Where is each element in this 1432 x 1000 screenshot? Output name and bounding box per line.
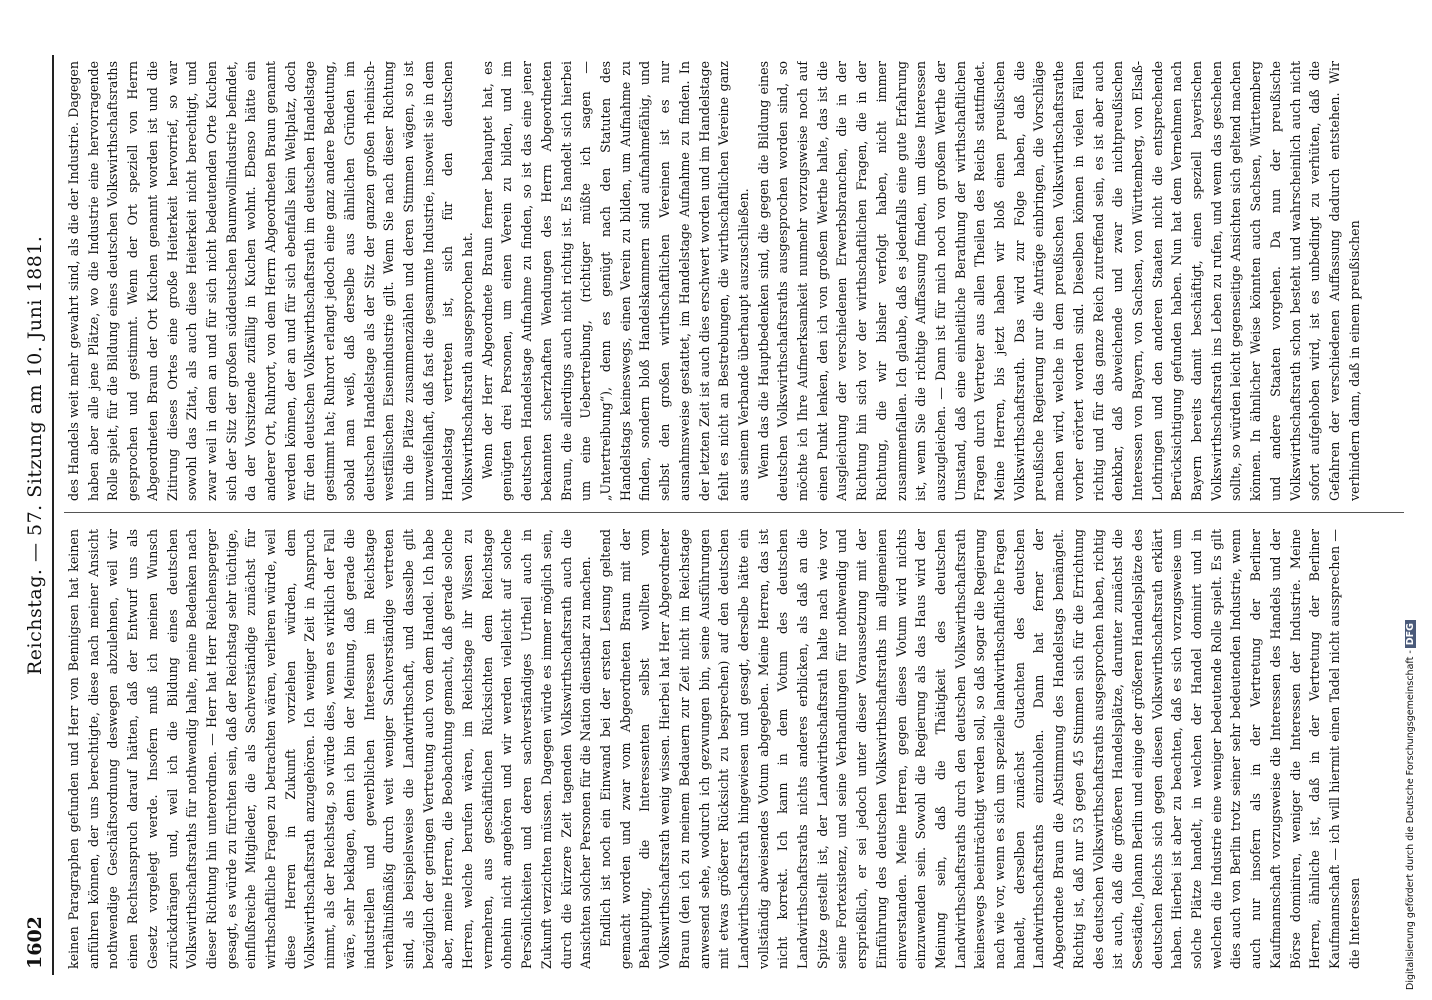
- right-paragraph: des Handels weit mehr gewahrt sind, als die der Industrie. Dagegen haben aber alle jene Plätze, wo die Industrie eine hervorragende Rolle spielt, für die Bildung eines deutschen Volkswirthschaftsraths gesprochen und gestimmt. Wenn der Ort speziell von Herrn Abgeordneten Braun der Ort Kuchen genannt worden ist und die Zitirung dieses Ortes eine große Heiterkeit hervorrief, so war sowohl das Zitat, als auch diese Heiterkeit nicht berechtigt, und zwar weil in dem an und für sich nicht bedeutenden Orte Kuchen sich der Sitz der großen süddeutschen Baumwollindustrie befindet, da der Vorsitzende zufällig in Kuchen wohnt. Ebenso hätte ein anderer Ort, Ruhrort, von dem Herrn Abgeordneten Braun genannt werden können, der an und für sich ebenfalls kein Weltplatz, doch für den deutschen Volkswirthschaftsrath im deutschen Handelstage gestimmt hat; Ruhrort erlangt jedoch eine ganz andere Bedeutung, sobald man weiß, daß derselbe aus ähnlichen Gründen im deutschen Handelstage als der Sitz der ganzen großen rheinisch-westfälischen Eisenindustrie gilt. Wenn Sie nach dieser Richtung hin die Plätze zusammenzählen und deren Stimmen wägen, so ist unzweifelhaft, daß fast die gesammte Industrie, insoweit sie in dem Handelstag vertreten ist, sich für den deutschen Volkswirthschaftsrath ausgesprochen hat.: [66, 61, 476, 501]
- left-paragraph: keinen Paragraphen gefunden und Herr von Bennigsen hat keinen anführen können, der uns berechtigte, diese nach meiner Ansicht nothwendige Geschäftsordnung deswegen abzulehnen, weil wir einen Rechtsanspruch darauf hätten, daß der Entwurf uns als Gesetz vorgelegt werde. Insofern muß ich meinen Wunsch zurückdrängen und, weil ich die Bildung eines deutschen Volkswirthschaftsraths für nothwendig halte, meine Bedenken nach dieser Richtung hin unterordnen. — Herr hat Herr Reichensperger gesagt, es würde zu fürchten sein, daß der Reichstag sehr tüchtige, einflußreiche Mitglieder, die als Sachverständige zunächst für wirthschaftliche Fragen zu betrachten wären, verlieren würde, weil diese Herren in Zukunft vorziehen würden, dem Volkswirthschaftsrath anzugehören. Ich weniger Zeit in Anspruch nimmt, als der Reichstag, so würde dies, wenn es wirklich der Fall wäre, sehr beklagen, denn ich bin der Meinung, daß gerade die industriellen und gewerblichen Interessen im Reichstage verhältnißmäßig durch weit weniger Sachverständige vertreten sind, als beispielsweise die Landwirthschaft, und dasselbe gilt bezüglich der geringen Vertretung auch von dem Handel. Ich habe aber, meine Herren, die Beobachtung gemacht, daß gerade solche Herren, welche berufen wären, im Reichstage ihr Wissen zu vermehren, aus geschäftlichen Rücksichten dem Reichstage ohnehin nicht angehören und wir werden vielleicht auf solche Persönlichkeiten und deren sachverständiges Urtheil auch in Zukunft verzichten müssen. Dagegen würde es immer möglich sein, durch die kürzere Zeit tagenden Volkswirthschaftsrath auch die Ansichten solcher Personen für die Nation dienstbar zu machen.: [66, 529, 594, 969]
- digitization-credit: [1405, 620, 1416, 990]
- right-column: [64, 61, 1404, 501]
- dfg-logo: DFG: [1405, 620, 1416, 648]
- right-paragraph: Wenn der Herr Abgeordnete Braun ferner behauptet hat, es genügten drei Personen, um einen Verein zu bilden, und im deutschen Handelstage Aufnahme zu finden, so ist das eine jener bekannten scherzhaften Wendungen des Herrn Abgeordneten Braun, die allerdings auch nicht richtig ist. Es handelt sich hierbei um eine Uebertreibung, (richtiger müßte ich sagen — „Untertreibung“), denn es genügt nach den Statuten des Handelstags keineswegs, einen Verein zu bilden, um Aufnahme zu finden, sondern bloß Handelskammern sind aufnahmefähig, und selbst den großen wirthschaftlichen Vereinen ist es nur ausnahmsweise gestattet, im Handelstage Aufnahme zu finden. In der letzten Zeit ist auch dies erschwert worden und im Handelstage fehlt es nicht an Bestrebungen, die wirthschaftlichen Vereine ganz aus seinem Verbande überhaupt auszuschließen.: [479, 61, 751, 501]
- credit-text: Digitalisierung gefördert durch die Deutsche Forschungsgemeinschaft -: [1405, 650, 1416, 990]
- left-paragraph: Endlich ist noch ein Einwand bei der ersten Lesung geltend gemacht worden und zwar vom Abgeordneten Braun mit der Behauptung, die Interessenten selbst wollten vom Volkswirthschaftsrath wenig wissen. Hierbei hat Herr Abgeordneter Braun (den ich zu meinem Bedauern zur Zeit nicht im Reichstage anwesend sehe, wodurch ich gezwungen bin, seine Ausführungen mit etwas größerer Rücksicht zu besprechen) auf den deutschen Landwirthschaftsrath hingewiesen und gesagt, derselbe hätte ein vollständig abweisendes Votum abgegeben. Meine Herren, das ist nicht korrekt. Ich kann in dem Votum des deutschen Landwirthschaftsraths nichts anderes erblicken, als daß an die Spitze gestellt ist, der Landwirthschaftsrath halte nach wie vor seine Fortexistenz, und seine Verhandlungen für nothwendig und ersprießlich, er sei jedoch unter dieser Voraussetzung mit der Einführung des deutschen Volkswirthschaftsraths im allgemeinen einverstanden. Meine Herren, gegen dieses Votum wird nichts einzuwenden sein. Sowohl die Regierung als das Haus wird der Meinung sein, daß die Thätigkeit des deutschen Landwirthschaftsraths durch den deutschen Volkswirthschaftsrath keineswegs beeinträchtigt werden soll, so daß sogar die Regierung nach wie vor, wenn es sich um spezielle landwirthschaftliche Fragen handelt, derselben zunächst Gutachten des deutschen Landwirthschaftsraths einzuholen. Dann hat ferner der Abgeordnete Braun die Abstimmung des Handelstags bemängelt. Richtig ist, daß nur 53 gegen 45 Stimmen sich für die Errichtung des deutschen Volkswirthschaftsraths ausgesprochen haben, richtig ist auch, daß die größeren Handelsplätze, darunter zunächst die Seestädte, Johann Berlin und einige der größeren Handelsplätze des deutschen Reichs sich gegen diesen Volkswirthschaftsrath erklärt haben. Hierbei ist aber zu beachten, daß es sich vorzugsweise um solche Plätze handelt, in welchen der Handel dominirt und in welchen die Industrie eine weniger bedeutende Rolle spielt. Es gilt dies auch von Berlin trotz seiner sehr bedeutenden Industrie, wenn auch nur insofern als in der Vertretung der Berliner Kaufmannschaft vorzugsweise die Interessen des Handels und der Börse dominiren, weniger die Interessen der Industrie. Meine Herren, ähnliche ist, daß in der Vertretung der Berliner Kaufmannschaft — ich will hiermit einen Tadel nicht aussprechen — die Interessen: [597, 529, 1362, 969]
- page-number: 1602: [24, 916, 46, 969]
- left-column: [64, 529, 1404, 969]
- running-title: Reichstag. — 57. Sitzung am 10. Juni 1881.: [24, 235, 46, 675]
- rotated-page-content: [20, 55, 1410, 975]
- header-rule: [52, 55, 54, 975]
- right-paragraph: Wenn das die Hauptbedenken sind, die gegen die Bildung eines deutschen Volkswirthschaftsraths ausgesprochen worden sind, so möchte ich Ihre Aufmerksamkeit nunmehr vorzugsweise noch auf einen Punkt lenken, den ich von großem Werthe halte, das ist die Ausgleichung der verschiedenen Erwerbsbranchen, die in der Richtung hin sich vor der wirthschaftlichen Fragen, die in der Richtung, die wir bisher verfolgt haben, nicht immer zusammenfallen. Ich glaube, daß es jedenfalls eine gute Erfahrung ist, wenn Sie die richtige Auffassung finden, um diese Interessen auszugleichen. — Dann ist für mich noch von großem Werthe der Umstand, daß eine einheitliche Berathung der wirthschaftlichen Fragen durch Vertreter aus allen Theilen des Reichs stattfindet. Meine Herren, bis jetzt haben wir bloß einen preußischen Volkswirthschaftsrath. Das wird zur Folge haben, daß die preußische Regierung nur die Anträge einbringen, die Vorschläge machen wird, welche in dem preußischen Volkswirthschaftsrathe vorher erörtert worden sind. Dieselben können in vielen Fällen richtig und für das ganze Reich zutreffend sein, es ist aber auch denkbar, daß abweichende und zwar die nichtpreußischen Interessen von Bayern, von Sachsen, von Württemberg, von Elsaß-Lothringen und den anderen Staaten nicht die entsprechende Berücksichtigung gefunden haben. Nun hat dem Vernehmen nach Bayern bereits damit beschäftigt, einen speziell bayerischen Volkswirthschaftsrath ins Leben zu rufen, und wenn das geschehen sollte, so würden leicht gegenseitige Ansichten sich geltend machen können. In ähnlicher Weise könnten auch Sachsen, Württemberg und andere Staaten vorgehen. Da nun der preußische Volkswirthschaftsrath schon besteht und wahrscheinlich auch nicht sofort aufgehoben wird, ist es unbedingt zu verhüten, daß die Gefahren der verschiedenen Auffassung dadurch entstehen. Wir verhindern dann, daß in einem preußischen: [755, 61, 1362, 501]
- column-divider: [64, 512, 1404, 513]
